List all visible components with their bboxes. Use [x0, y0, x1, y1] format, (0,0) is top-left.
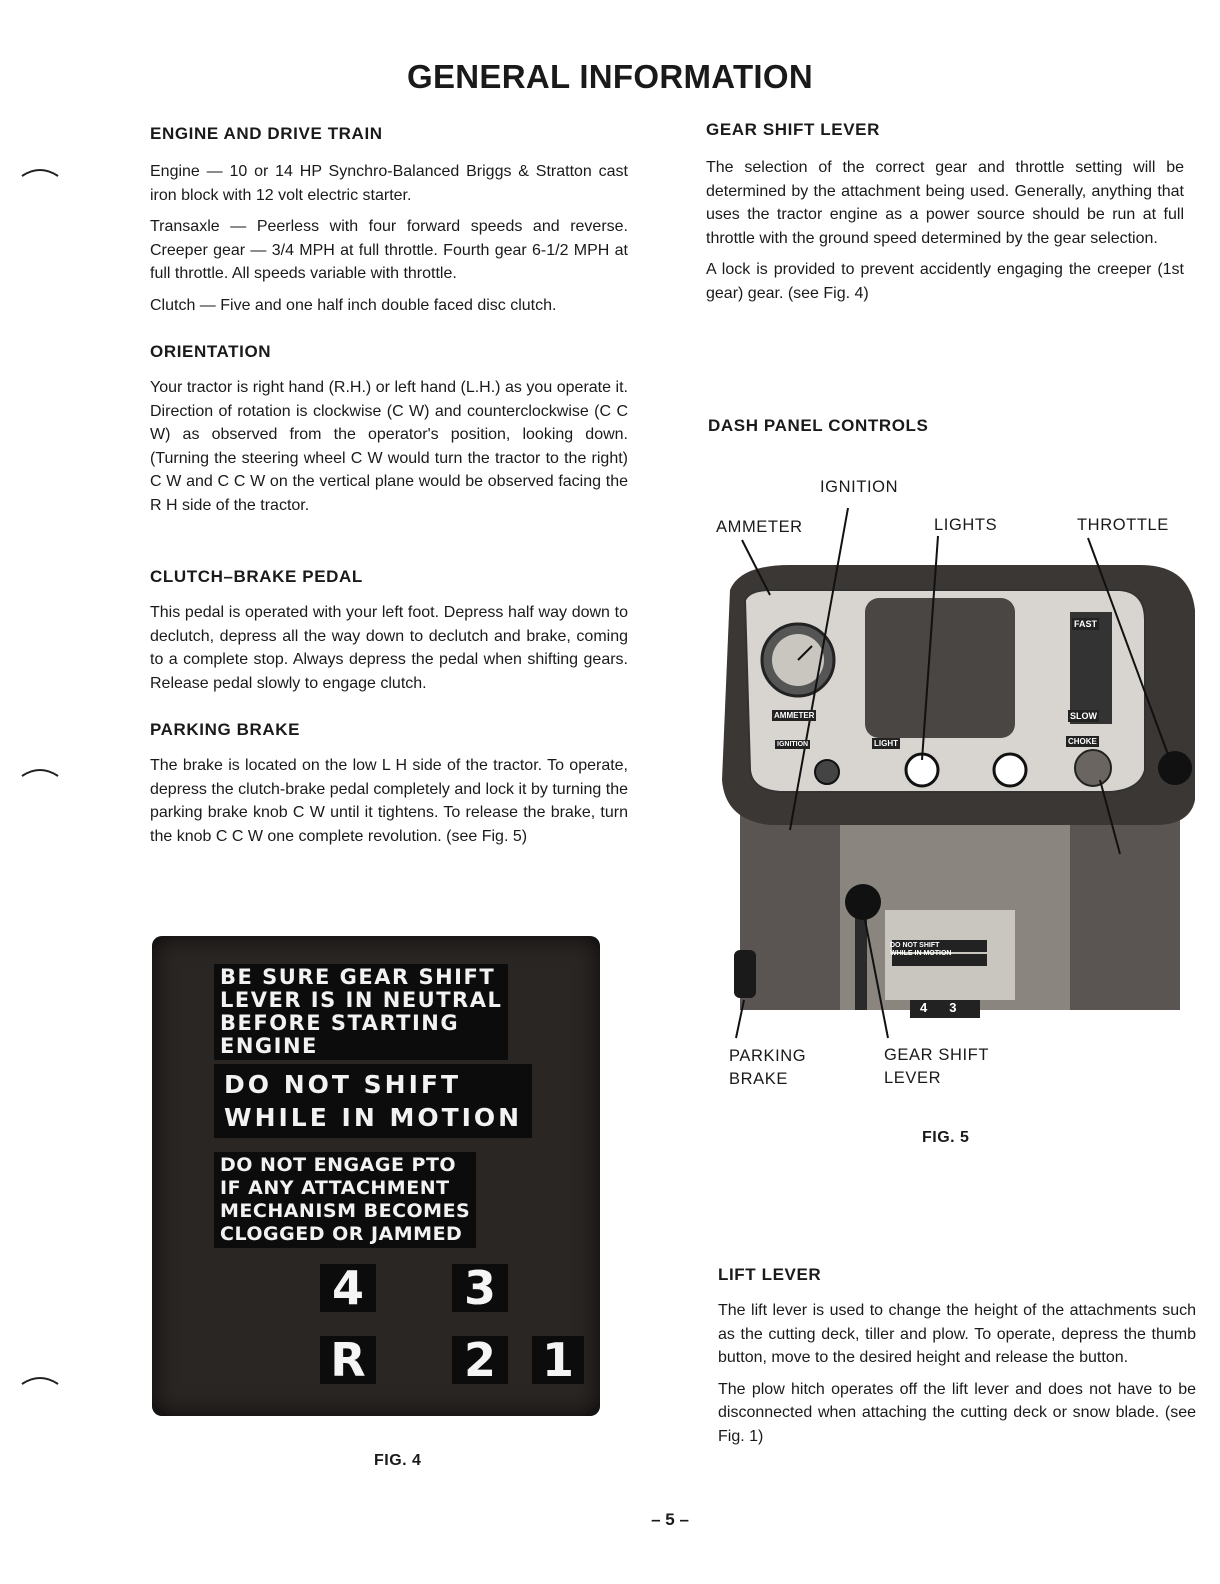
section-heading: ORIENTATION — [150, 342, 272, 361]
section-heading: ENGINE AND DRIVE TRAIN — [150, 124, 383, 143]
section-clutch-brake — [150, 567, 628, 703]
warning-line: CLOGGED OR JAMMED — [220, 1223, 463, 1245]
section-heading: PARKING BRAKE — [150, 720, 301, 739]
fig5-dash-panel-illustration — [700, 470, 1210, 1040]
margin-mark — [20, 766, 60, 778]
panel-label-fast: FAST — [1074, 619, 1098, 629]
paragraph: Transaxle — Peerless with four forward speeds and reverse. Creeper gear — 3/4 MPH at full throttle. Fourth gear 6-1/2 MPH at full throttle. All speeds variable with throttle. — [150, 218, 628, 282]
panel-label-ammeter: AMMETER — [774, 711, 815, 720]
fig5-decal-gears — [920, 1000, 978, 1015]
warning-line: WHILE IN MOTION — [224, 1103, 523, 1132]
warning-no-shift — [214, 1064, 532, 1138]
panel-label-choke: CHOKE — [1068, 737, 1097, 746]
margin-mark — [20, 1374, 60, 1386]
callout-line: BRAKE — [729, 1070, 788, 1088]
paragraph: A lock is provided to prevent accidently engaging the creeper (1st gear) gear. (see Fig. 4) — [706, 261, 1184, 302]
gear-1: 1 — [532, 1336, 584, 1384]
callout-ignition: IGNITION — [820, 478, 899, 496]
decal-gear: 4 — [920, 1000, 950, 1015]
section-orientation — [150, 342, 628, 525]
decal-line: WHILE IN MOTION — [890, 950, 952, 957]
callout-parking-brake — [729, 1045, 806, 1091]
choke-knob — [1075, 750, 1111, 786]
dash-window — [865, 598, 1015, 738]
accessory-switch — [994, 754, 1026, 786]
warning-shift-neutral — [214, 964, 508, 1060]
warning-line: MECHANISM BECOMES — [220, 1200, 471, 1222]
decal-line: DO NOT SHIFT — [890, 942, 940, 949]
gear-r: R — [320, 1336, 376, 1384]
paragraph: The plow hitch operates off the lift lever and does not have to be disconnected when attaching the cutting deck or snow blade. (see Fig. 1) — [718, 1380, 1196, 1445]
ignition-switch — [815, 760, 839, 784]
paragraph: Your tractor is right hand (R.H.) or left hand (L.H.) as you operate it. Direction of rotation is clockwise (C W) and counterclockwise (C C W) as observed from the operator's position, looking down. (Turning the steering wheel C W would turn the tractor to the right) C W and C C W on the vertical plane would be observed facing the R H side of the tractor. — [150, 379, 628, 514]
paragraph: This pedal is operated with your left foot. Depress half way down to declutch, depress all the way down to declutch and brake, coming to a complete stop. Always depress the pedal when shifting gears. Release pedal slowly to engage clutch. — [150, 604, 628, 692]
paragraph: The selection of the correct gear and throttle setting will be determined by the attachment being used. Generally, anything that uses the tractor engine as a power source should be run at full throttle with the ground speed determined by the gear selection. — [706, 159, 1184, 247]
warning-line: BEFORE STARTING — [220, 1011, 460, 1035]
panel-label-slow: SLOW — [1070, 711, 1097, 721]
parking-brake-knob — [734, 950, 756, 998]
callout-line: GEAR SHIFT — [884, 1046, 990, 1064]
paragraph: The lift lever is used to change the height of the attachments such as the cutting deck, tiller and plow. To operate, depress the thumb button, move to the desired height and release the button. — [718, 1302, 1196, 1366]
section-engine — [150, 124, 628, 325]
callout-line: PARKING — [729, 1047, 807, 1065]
fig4-warning-plate — [152, 936, 600, 1416]
warning-line: LEVER IS IN NEUTRAL — [220, 988, 503, 1012]
margin-mark — [20, 166, 60, 178]
fig5-decal-text — [890, 942, 951, 958]
warning-line: DO NOT SHIFT — [224, 1070, 462, 1099]
gear-2: 2 — [452, 1336, 508, 1384]
warning-pto — [214, 1152, 476, 1248]
warning-line: BE SURE GEAR SHIFT — [220, 965, 496, 989]
gear-3: 3 — [452, 1264, 508, 1312]
section-heading: LIFT LEVER — [718, 1265, 822, 1284]
paragraph: Clutch — Five and one half inch double faced disc clutch. — [150, 296, 557, 314]
gear-shift-knob — [845, 884, 881, 920]
throttle-knob — [1158, 751, 1192, 785]
section-lift-lever — [718, 1265, 1196, 1456]
callout-gear-shift — [884, 1044, 989, 1090]
warning-line: DO NOT ENGAGE PTO — [220, 1154, 457, 1176]
section-heading-dash: DASH PANEL CONTROLS — [708, 416, 929, 435]
callout-line: LEVER — [884, 1069, 942, 1087]
fig5-caption: FIG. 5 — [922, 1129, 970, 1146]
decal-gear: 3 — [949, 1000, 979, 1015]
section-gear-shift — [706, 120, 1184, 313]
paragraph: The brake is located on the low L H side of the tractor. To operate, depress the clutch-brake pedal completely and lock it by turning the parking brake knob C W until it tightens. To release the brake, turn the knob C C W one complete revolution. (see Fig. 5) — [150, 757, 628, 845]
paragraph: Engine — 10 or 14 HP Synchro-Balanced Briggs & Stratton cast iron block with 12 volt electric starter. — [150, 163, 628, 204]
section-heading: CLUTCH–BRAKE PEDAL — [150, 567, 363, 586]
fig4-caption: FIG. 4 — [374, 1452, 422, 1469]
warning-line: ENGINE — [220, 1034, 318, 1058]
section-parking-brake — [150, 720, 628, 856]
panel-label-ignition: IGNITION — [777, 741, 809, 748]
page-title: GENERAL INFORMATION — [407, 58, 813, 95]
gear-4: 4 — [320, 1264, 376, 1312]
callout-ammeter: AMMETER — [716, 518, 803, 536]
page-number: – 5 – — [651, 1510, 689, 1529]
section-heading: GEAR SHIFT LEVER — [706, 120, 880, 139]
callout-throttle: THROTTLE — [1077, 516, 1169, 534]
panel-label-light: LIGHT — [874, 739, 898, 748]
callout-lights: LIGHTS — [934, 516, 998, 534]
warning-line: IF ANY ATTACHMENT — [220, 1177, 450, 1199]
